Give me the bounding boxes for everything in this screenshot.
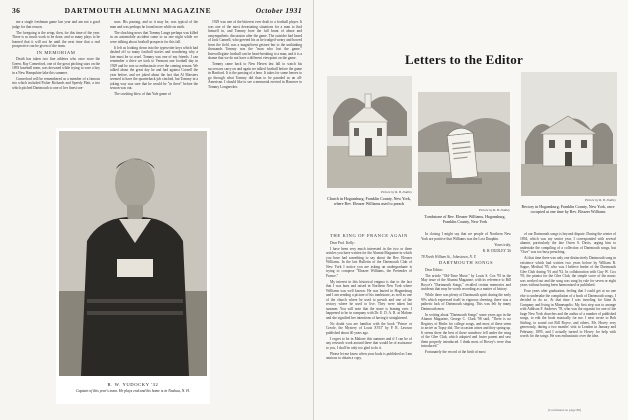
signature-name: R. H. DUDLEY '26 — [482, 248, 511, 253]
paragraph: Dear Editor: — [425, 267, 443, 272]
paragraph: Tommy came back to New Haven last fall to watch his successors carry on and again we talked football before the game in Hartford. It is the passing of a hero. It takes for some heroes to go through what Tommy did than to be paraded as an all-American. I should like to see a memorial erected in Hanover to Tommy Longnecker. — [208, 62, 302, 89]
paragraph: 1929 was one of the bitterest ever dealt to a football player. It was one of the most devastating situations for a man to find himself in, and Tommy bore the full brunt of abuse and unsympathetic discussion after the game. The outsider had heard of Jack Cannell, who greeted his as he trudged weary and bowed from the field, was a magnificent gesture but to the unthinking thousands Tommy was the "man who lost the game." Intercollegiate football can be heart-breaking to a man, and it is a shame that we do not have a different viewpoint on the game. — [208, 20, 302, 60]
section-title: Letters to the Editor — [405, 52, 523, 67]
paragraph: Dear Prof. Kelly: — [330, 240, 355, 245]
signature-address: 78 North William St., Johnstown, N. Y. — [421, 254, 477, 259]
paragraph: I regret to be in Malone this summer and if I can be of any research work around there that would be of assistance to you, I shall be only too glad to do it. — [326, 336, 412, 350]
paragraph: In closing I might say that we people of Northern New York are positive that Williams was the Lost Dauphin. — [421, 232, 511, 241]
right-column-2 — [421, 232, 511, 412]
letter-heading: DARTMOUTH SONGS — [438, 260, 494, 265]
paragraph: Death has taken two fine athletes who once wore the Green. Ray Comerford, one of the great pitching stars on the 1893 baseball team, was drowned while trying to save a boy in a New Hampshire lake this summer. — [12, 57, 100, 75]
church-photo — [327, 76, 412, 188]
photo-caption-description: Captain of this year's team. He plays end and his home is in Nashua, N. H. — [76, 389, 190, 393]
rectory-photo — [521, 72, 617, 196]
signature-closing: Yours truly, — [494, 242, 511, 247]
paragraph: The crushing blow of that Yale game of — [114, 92, 171, 96]
tombstone-photo — [418, 92, 510, 206]
paragraph: At that time there was only one distinctively Dartmouth song in existence which had written two years before by William R. Sague, Medical '95, who was I believe leader of the Dartmouth Glee Club during '91 and '92. In collaboration with Guy W. Cox '95, the pianist for the Glee Club, the simple score of the music was worked out and the song was sung by rule for seven or eight years without having been harmonized or published. — [520, 256, 616, 287]
photo-caption: Rectory in Hogansburg, Franklin County, New York, once occupied at one time by Rev. Eleazer Williams — [521, 204, 615, 214]
magazine-title: DARTMOUTH ALUMNI MAGAZINE — [64, 6, 212, 15]
captain-photo-frame — [56, 128, 210, 404]
paragraph: The article "Old-Time Music" by Louis S. Cox '95 in the May issue of the Alumni Magazine, with its reference to Bill Boyce's "Dartmouth Songs," recalled certain memories and incidents that may be worth recording as a matter of history. — [421, 273, 511, 291]
paragraph: In writing about "Dartmouth Songs" some years ago in the Alumni Magazine, George C. Clark '98 said, "There is no Registry of Births for college songs, and most of these seem to arrive as Topsy did. The occasion arises and they spring up. It seems there the best of these somehow fell under the wing of the Glee Club, which adopted and foster parent and saw them properly introduced. I think most of Hovey's were thus introduced." — [421, 312, 511, 348]
section-heading: IN MEMORIAM — [36, 49, 76, 55]
continued-note: (Continued on page 80) — [548, 408, 582, 412]
paragraph: Comerford will be remembered as a member of a famous trio which included Fisher Richards and Speedy Platt, a trio which pitched Dartmouth to one of her finest sea- — [12, 76, 100, 90]
page-number: 36 — [12, 6, 21, 15]
paragraph: Four years after graduation, feeling that I could get at no one else to undertake the compilation of a book of Dartmouth songs, I decided to do so. At that time I was traveling for Ginn & Company and living in Minneapolis. My first step was to arrange with Addison F. Andrews '78, who was the organist for one of the large New York churches and the author of a number of published songs, to edit the book musically for me. I next wrote to Bob Stirling, to sound out Bill Boyce, and others. Mr. Hovey very generously, during a two months' visit to London in January and February, 1895, and I actually turned to Hovey for help with words for the songs. He was enthusiastic over the idea. — [520, 289, 616, 338]
photo-credit: Picture by R. B. Dudley — [584, 198, 616, 202]
right-column-3 — [520, 232, 616, 404]
left-column-3 — [208, 20, 302, 126]
running-head — [12, 6, 302, 15]
paragraph: sons. His passing, and so it may be, was typical of the man and was perhaps he found more while on earth. — [110, 20, 198, 29]
photo-caption: Church in Hogansburg, Franklin County, New York, where Rev. Eleazer Williams used to preach — [327, 196, 411, 206]
paragraph: No doubt you are familiar with the book "Prince or Creole, the Mystery of Louis XVII" by P. R. Lawson published about 40 years ago. — [326, 321, 412, 335]
paragraph: of our Dartmouth songs is beyond dispute. During the winter of 1894, which was my senior year, I corresponded with several alumni, particularly the late Owen S. Davis, urging him to undertake the compiling of a collection of Dartmouth songs, but "Owe" was too busy preaching. — [520, 232, 616, 254]
paragraph: The shocking news that Tommy Lange perhaps was killed in an automobile accident came to us one night while we were talking about football prospects for this fall. — [110, 30, 198, 44]
paragraph: Fortunately the record of the birth of most — [425, 350, 486, 354]
captain-photo — [59, 131, 207, 376]
photo-credit: Picture by R. B. Dudley — [478, 208, 510, 212]
left-column-1 — [12, 20, 100, 126]
paragraph: me a single freshman game last year and am not a good judge for that reason. — [12, 20, 100, 29]
photo-credit: Picture by R. B. Dudley — [380, 190, 412, 194]
photo-caption-name: R. W. YUDOCKY '32 — [107, 382, 159, 387]
paragraph: While there was plenty of Dartmouth spirit during the early 90's which expressed itself in vigorous cheering, there was a pathetic lack of Dartmouth singing. This was felt by many Dartmouth men. — [421, 293, 511, 311]
paragraph: I have been very much interested in the two or three articles you have written for the Alumni Magazine in which you have had something to say about the Rev. Eleazer Williams. In the last Bulletin of the Dartmouth Club of New York I notice you are asking an undergraduate is trying to compose "Eleazer Williams, the Pretender of France." — [326, 246, 412, 278]
photo-caption: Tombstone of Rev. Eleazer Williams, Hogansburg, Franklin County, New York — [424, 214, 506, 224]
left-column-2 — [110, 20, 198, 126]
right-column-1 — [326, 232, 412, 412]
paragraph: It left us looking down into the typewriter keys which had dashed off so many football stories and wondering why a fate must be so cruel. Tommy was one of my friends. I can remember a drive we took to Vermont one football day in 1929 and he was so enthusiastic over the coming season. We talked about the great day he and had against Cornell the year before, and we joked about the fact that Al Marsters seemed to have the quarterback job cinched, but Tommy in a joking way was sure that he would be "in there" before the season was out. — [110, 45, 198, 90]
paragraph: The foregoing is the setup, then, for this time of the year. There is so much work to be done, and so many plays to be learned that it will not be until the next time that a real prospective can be given of the team. — [12, 30, 100, 48]
paragraph: Please let me know when your book is published as I am anxious to obtain a copy. — [326, 351, 412, 360]
letter-heading: THE KING OF FRANCE AGAIN — [330, 233, 408, 238]
paragraph: My interest in this historical enigma is due to the fact that I was born and raised in Northern New York where Williams was well known. He was buried in Hogansburg and I am sending a picture of his tombstone, as well as one of the church where he used to preach and one of the rectory where he used to live. They were taken last summer. You will note that the stone is leaning over. I happened to be in company with Dr. E. D. A. R. at Malone and she signified her intentions of having it straightened. — [326, 279, 412, 320]
issue-date: October 1931 — [255, 6, 302, 15]
